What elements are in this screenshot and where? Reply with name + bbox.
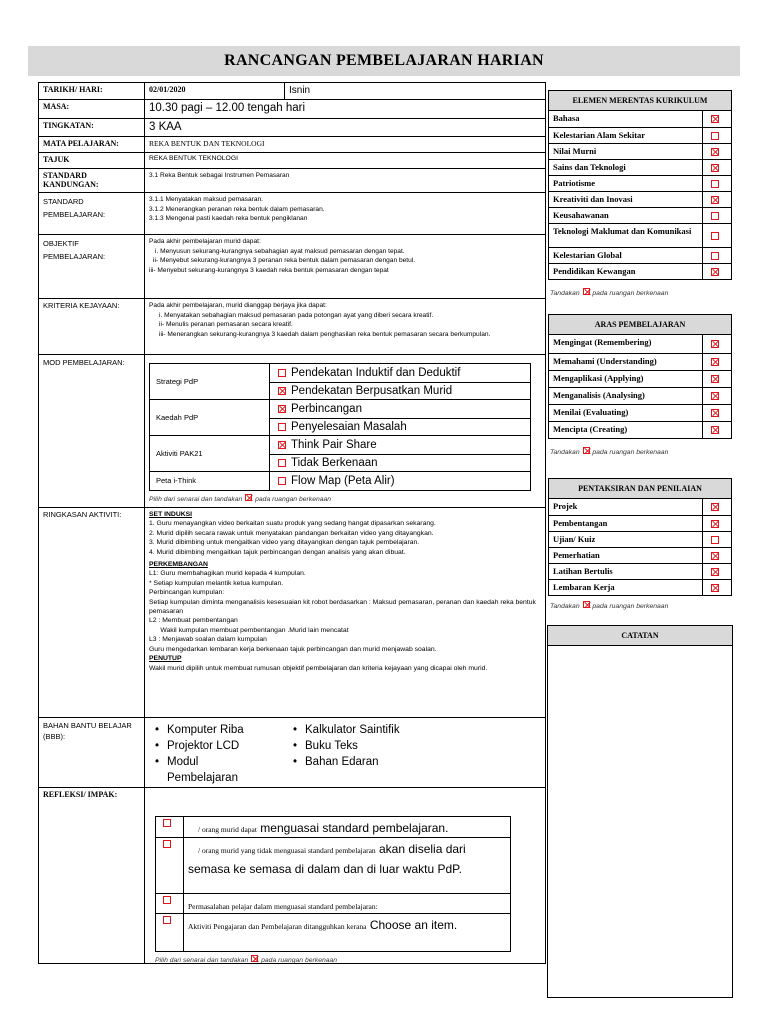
checkbox-unchecked-icon[interactable] bbox=[278, 369, 286, 377]
checkbox-checked-icon[interactable] bbox=[711, 196, 719, 204]
item-label: Kelestarian Alam Sekitar bbox=[549, 128, 703, 143]
item-label: Nilai Murni bbox=[549, 144, 703, 159]
mod-group-label: Kaedah PdP bbox=[150, 400, 270, 435]
refl-small: Permasalahan pelajar dalam menguasai standard pembelajaran: bbox=[188, 902, 378, 911]
pilih-note bbox=[145, 493, 545, 504]
tajuk-value[interactable]: REKA BENTUK TEKNOLOGI bbox=[149, 155, 239, 162]
bbb-list[interactable] bbox=[145, 718, 443, 787]
checkbox-checked-icon bbox=[583, 288, 590, 295]
checkbox-unchecked-icon[interactable] bbox=[711, 536, 719, 544]
kk-line: i. Menyatakan sebahagian maksud pemasaran pada potongan ayat yang diberi secara kreatif. bbox=[159, 311, 434, 319]
mod-option-label: Tidak Berkenaan bbox=[291, 456, 378, 469]
tarikh-row bbox=[39, 83, 545, 99]
mod-group-label: Peta i-Think bbox=[150, 472, 270, 490]
checkbox-checked-icon[interactable] bbox=[711, 409, 719, 417]
checkbox-unchecked-icon[interactable] bbox=[278, 477, 286, 485]
refl-item bbox=[156, 837, 510, 893]
rk-line: 4. Murid dibimbing mengaitkan tajuk perbincangan dengan analisis yang akan dibuat. bbox=[149, 548, 406, 556]
masa-label: MASA: bbox=[39, 100, 145, 118]
checkbox-checked-icon[interactable] bbox=[711, 164, 719, 172]
mata-value[interactable]: REKA BENTUK DAN TEKNOLOGI bbox=[149, 139, 265, 148]
bbb-item: • Projektor LCD bbox=[155, 738, 295, 754]
emk-item[interactable] bbox=[549, 127, 731, 143]
pent-item[interactable] bbox=[549, 563, 731, 579]
tandakan-text: Tandakan bbox=[550, 603, 580, 610]
bbb-item: • Modul Pembelajaran bbox=[155, 754, 245, 786]
checkbox-unchecked-icon[interactable] bbox=[163, 819, 171, 827]
aras-item[interactable] bbox=[549, 421, 731, 438]
emk-item[interactable] bbox=[549, 223, 731, 247]
lesson-plan-table bbox=[38, 82, 546, 964]
checkbox-unchecked-icon[interactable] bbox=[711, 252, 719, 260]
tandakan-text: Tandakan bbox=[550, 449, 580, 456]
rk-line: 1. Guru menayangkan video berkaitan suatu produk yang sedang hangat dipasarkan sekarang. bbox=[149, 520, 436, 528]
checkbox-checked-icon bbox=[251, 955, 258, 962]
obj-intro: Pada akhir pembelajaran murid dapat: bbox=[149, 238, 261, 245]
kk-row bbox=[39, 298, 545, 354]
mod-option-label: Pendekatan Berpusatkan Murid bbox=[291, 384, 453, 397]
checkbox-unchecked-icon[interactable] bbox=[163, 840, 171, 848]
pent-item[interactable] bbox=[549, 531, 731, 547]
tingkatan-row bbox=[39, 118, 545, 136]
pent-item[interactable] bbox=[549, 499, 731, 515]
rk-line: * Setiap kumpulan melantik ketua kumpulan. bbox=[149, 579, 284, 587]
pilih-note-text: Pilih dari senarai dan tandakan bbox=[155, 957, 249, 964]
emk-item[interactable] bbox=[549, 159, 731, 175]
checkbox-checked-icon[interactable] bbox=[711, 340, 719, 348]
pent-panel bbox=[548, 478, 732, 596]
sk-row bbox=[39, 168, 545, 192]
sk-label: STANDARD KANDUNGAN: bbox=[39, 169, 145, 192]
tarikh-label: TARIKH/ HARI: bbox=[39, 83, 145, 99]
rk-line: Guru mengedarkan lembaran kerja berkenaan tajuk perbincangan dan murid menjawab soalan. bbox=[149, 645, 437, 653]
refl-item bbox=[156, 817, 510, 837]
checkbox-unchecked-icon[interactable] bbox=[163, 916, 171, 924]
pent-item[interactable] bbox=[549, 579, 731, 595]
mod-option[interactable] bbox=[270, 454, 530, 472]
mod-option[interactable] bbox=[270, 472, 530, 490]
checkbox-unchecked-icon[interactable] bbox=[711, 212, 719, 220]
rk-line: L2 : Membuat pembentangan bbox=[149, 617, 238, 625]
item-label: Sains dan Teknologi bbox=[549, 160, 703, 175]
rk-line: 3. Murid dibimbing untuk mengaitkan video yang ditayangkan dengan tajuk pembelajaran. bbox=[149, 539, 420, 547]
emk-item[interactable] bbox=[549, 247, 731, 263]
item-label: Ujian/ Kuiz bbox=[549, 532, 703, 547]
bbb-column bbox=[155, 722, 295, 783]
rk-line: Wakil murid dipilih untuk membuat rumusan objektif pembelajaran dan kriteria kejayaan yang dicapai oleh murid. bbox=[149, 664, 488, 672]
mod-option[interactable] bbox=[270, 382, 530, 400]
mod-option-label: Flow Map (Peta Alir) bbox=[291, 474, 395, 487]
emk-item[interactable] bbox=[549, 207, 731, 223]
emk-title: ELEMEN MERENTAS KURIKULUM bbox=[549, 91, 731, 111]
mod-group-strategi bbox=[150, 364, 530, 399]
checkbox-checked-icon bbox=[583, 447, 590, 454]
mod-label: MOD PEMBELAJARAN: bbox=[39, 355, 145, 507]
checkbox-checked-icon[interactable] bbox=[711, 520, 719, 528]
tandakan-text: pada ruangan berkenaan bbox=[592, 290, 669, 297]
mod-option-label: Pendekatan Induktif dan Deduktif bbox=[291, 366, 461, 379]
rk-heading: PERKEMBANGAN bbox=[149, 561, 208, 569]
checkbox-checked-icon[interactable] bbox=[711, 115, 719, 123]
bbb-item: • Buku Teks bbox=[293, 738, 433, 754]
bbb-label: BAHAN BANTU BELAJAR (BBB): bbox=[39, 718, 145, 787]
emk-item[interactable] bbox=[549, 191, 731, 207]
rk-line: L1: Guru membahagikan murid kepada 4 kumpulan. bbox=[149, 570, 306, 578]
refl-item bbox=[156, 893, 510, 913]
tajuk-row bbox=[39, 152, 545, 168]
checkbox-checked-icon[interactable] bbox=[711, 503, 719, 511]
mod-group-label: Aktiviti PAK21 bbox=[150, 436, 270, 471]
item-label: Latihan Bertulis bbox=[549, 564, 703, 579]
pilih-note-text: Pilih dari senarai dan tandakan bbox=[149, 495, 243, 503]
checkbox-unchecked-icon[interactable] bbox=[278, 423, 286, 431]
checkbox-checked-icon[interactable] bbox=[711, 568, 719, 576]
rk-line: 2. Murid dipilih secara rawak untuk menyatakan pandangan berkaitan video yang ditayangkan. bbox=[149, 529, 434, 537]
checkbox-checked-icon[interactable] bbox=[711, 375, 719, 383]
pilih-note bbox=[145, 954, 545, 965]
mod-option[interactable] bbox=[270, 418, 530, 436]
item-label: Lembaran Kerja bbox=[549, 580, 703, 595]
sp-row bbox=[39, 192, 545, 234]
bbb-row bbox=[39, 717, 545, 787]
mata-label: MATA PELAJARAN: bbox=[39, 137, 145, 152]
item-label: Projek bbox=[549, 499, 703, 515]
mod-option[interactable] bbox=[270, 436, 530, 454]
rk-line: Perbincangan kumpulan: bbox=[149, 589, 225, 597]
aras-item[interactable] bbox=[549, 387, 731, 404]
mod-row bbox=[39, 354, 545, 507]
item-label: Menganalisis (Analysing) bbox=[549, 388, 703, 404]
item-label: Kelestarian Global bbox=[549, 248, 703, 263]
refl-table bbox=[155, 816, 511, 952]
sp-line: 3.1.2 Menerangkan peranan reka bentuk dalam pemasaran. bbox=[149, 205, 325, 213]
item-label: Keusahawanan bbox=[549, 208, 703, 223]
mod-table bbox=[149, 363, 531, 491]
aras-item[interactable] bbox=[549, 335, 731, 353]
aras-item[interactable] bbox=[549, 404, 731, 421]
mod-option-label: Perbincangan bbox=[291, 402, 362, 415]
tandakan-note bbox=[550, 288, 668, 297]
mata-row bbox=[39, 136, 545, 152]
item-label: Mengingat (Remembering) bbox=[549, 335, 703, 353]
sk-value[interactable]: 3.1 Reka Bentuk sebagai Instrumen Pemasaran bbox=[149, 172, 290, 179]
refl-big: akan diselia dari semasa ke semasa di dalam dan di luar waktu PdP. bbox=[188, 842, 466, 876]
tandakan-text: Tandakan bbox=[550, 290, 580, 297]
item-label: Pembentangan bbox=[549, 516, 703, 531]
item-label: Menilai (Evaluating) bbox=[549, 405, 703, 421]
tandakan-text: pada ruangan berkenaan bbox=[592, 603, 669, 610]
catatan-title: CATATAN bbox=[548, 626, 732, 646]
rk-value[interactable] bbox=[145, 508, 545, 717]
hari-value[interactable]: Isnin bbox=[289, 85, 311, 96]
tandakan-text: pada ruangan berkenaan bbox=[592, 449, 669, 456]
rk-row bbox=[39, 507, 545, 717]
obj-line: ii- Menyebut sekurang-kurangnya 3 peranan reka bentuk dalam pemasaran dengan betul. bbox=[153, 257, 416, 265]
mod-group-label: Strategi PdP bbox=[150, 364, 270, 399]
emk-item[interactable] bbox=[549, 175, 731, 191]
pilih-note-text: pada ruangan berkenaan bbox=[255, 495, 332, 503]
refl-small: Aktiviti Pengajaran dan Pembelajaran ditangguhkan kerana bbox=[188, 922, 367, 931]
pilih-note-text: pada ruangan berkenaan bbox=[261, 957, 338, 964]
refl-small: / orang murid yang tidak menguasai standard pembelajaran bbox=[198, 846, 376, 855]
pent-title: PENTAKSIRAN DAN PENILAIAN bbox=[549, 479, 731, 499]
obj-line: iii- Menyebut sekurang-kurangnya 3 kaedah reka bentuk pemasaran dengan tepat bbox=[149, 266, 389, 274]
checkbox-checked-icon[interactable] bbox=[711, 268, 719, 276]
sp-value[interactable] bbox=[145, 193, 545, 234]
checkbox-checked-icon bbox=[245, 494, 252, 501]
sp-line: 3.1.3 Mengenal pasti kaedah reka bentuk pengiklanan bbox=[149, 215, 308, 223]
mod-group-kaedah bbox=[150, 399, 530, 435]
mod-option-label: Think Pair Share bbox=[291, 438, 377, 451]
aras-title: ARAS PEMBELAJARAN bbox=[549, 315, 731, 335]
emk-panel bbox=[548, 90, 732, 280]
kk-label: KRITERIA KEJAYAAN: bbox=[39, 299, 145, 354]
rk-heading: PENUTUP bbox=[149, 655, 182, 663]
sp-line: 3.1.1 Menyatakan maksud pemasaran. bbox=[149, 196, 263, 203]
kk-value[interactable] bbox=[145, 299, 545, 354]
kk-line: iii- Menerangkan sekurang-kurangnya 3 kaedah dalam penghasilan reka bentuk pemasaran secara berkumpulan. bbox=[159, 330, 491, 338]
item-label: Bahasa bbox=[549, 111, 703, 127]
item-label: Kreativiti dan Inovasi bbox=[549, 192, 703, 207]
catatan-panel[interactable] bbox=[547, 625, 733, 998]
tingkatan-label: TINGKATAN: bbox=[39, 119, 145, 136]
aras-item[interactable] bbox=[549, 353, 731, 370]
checkbox-checked-icon[interactable] bbox=[711, 552, 719, 560]
obj-value[interactable] bbox=[145, 235, 545, 298]
tajuk-label: TAJUK bbox=[39, 153, 145, 168]
bbb-column bbox=[293, 722, 433, 783]
rk-heading: SET INDUKSI bbox=[149, 511, 193, 518]
item-label: Teknologi Maklumat dan Komunikasi bbox=[549, 224, 703, 247]
mod-option[interactable] bbox=[270, 400, 530, 418]
page-title: RANCANGAN PEMBELAJARAN HARIAN bbox=[28, 46, 740, 76]
emk-item[interactable] bbox=[549, 263, 731, 279]
pent-item[interactable] bbox=[549, 547, 731, 563]
mod-group-ithink bbox=[150, 471, 530, 490]
emk-item[interactable] bbox=[549, 143, 731, 159]
checkbox-checked-icon[interactable] bbox=[711, 584, 719, 592]
tandakan-note bbox=[550, 447, 668, 456]
checkbox-checked-icon[interactable] bbox=[711, 392, 719, 400]
item-label: Memahami (Understanding) bbox=[549, 354, 703, 370]
kk-line: ii- Menulis peranan pemasaran secara kreatif. bbox=[159, 321, 293, 329]
bbb-item: • Bahan Edaran bbox=[293, 754, 433, 770]
checkbox-unchecked-icon[interactable] bbox=[711, 232, 719, 240]
item-label: Mengaplikasi (Applying) bbox=[549, 371, 703, 387]
tarikh-value[interactable]: 02/01/2020 bbox=[145, 83, 285, 99]
item-label: Pendidikan Kewangan bbox=[549, 264, 703, 279]
rk-line: Setiap kumpulan diminta menganalisis kesesuaian kit robot berdasarkan : Maksud pemasaran, peranan dan kaedah reka bentuk pemasaran bbox=[149, 598, 536, 616]
refl-big: menguasai standard pembelajaran. bbox=[260, 821, 449, 835]
refl-label: REFLEKSI/ IMPAK: bbox=[39, 788, 145, 963]
checkbox-checked-icon[interactable] bbox=[711, 426, 719, 434]
masa-value[interactable]: 10.30 pagi – 12.00 tengah hari bbox=[149, 102, 306, 114]
checkbox-unchecked-icon[interactable] bbox=[711, 180, 719, 188]
refl-big[interactable]: Choose an item. bbox=[369, 918, 458, 932]
item-label: Mencipta (Creating) bbox=[549, 422, 703, 438]
kk-intro: Pada akhir pembelajaran, murid dianggap berjaya jika dapat: bbox=[149, 302, 327, 309]
tingkatan-value[interactable]: 3 KAA bbox=[149, 121, 182, 133]
checkbox-unchecked-icon[interactable] bbox=[278, 459, 286, 467]
rk-label: RINGKASAN AKTIVITI: bbox=[39, 508, 145, 717]
rk-line: Wakil kumpulan membuat pembentangan .Murid lain mencatat bbox=[149, 626, 349, 634]
bbb-item: • Komputer Riba bbox=[155, 722, 295, 738]
pent-item[interactable] bbox=[549, 515, 731, 531]
tandakan-note bbox=[550, 601, 668, 610]
item-label: Patriotisme bbox=[549, 176, 703, 191]
obj-label: OBJEKTIF PEMBELAJARAN: bbox=[39, 235, 145, 298]
emk-item[interactable] bbox=[549, 111, 731, 127]
aras-item[interactable] bbox=[549, 370, 731, 387]
mod-option[interactable] bbox=[270, 364, 530, 382]
rk-line: L3 : Menjawab soalan dalam kumpulan bbox=[149, 636, 267, 644]
refl-row bbox=[39, 787, 545, 963]
item-label: Pemerhatian bbox=[549, 548, 703, 563]
checkbox-checked-icon[interactable] bbox=[278, 441, 286, 449]
sp-label: STANDARD PEMBELAJARAN: bbox=[39, 193, 145, 234]
checkbox-checked-icon bbox=[583, 601, 590, 608]
checkbox-unchecked-icon[interactable] bbox=[711, 132, 719, 140]
checkbox-checked-icon[interactable] bbox=[278, 405, 286, 413]
mod-group-pak21 bbox=[150, 435, 530, 471]
checkbox-checked-icon[interactable] bbox=[711, 358, 719, 366]
obj-line: i. Menyusun sekurang-kurangnya sebahagian ayat maksud pemasaran dengan tepat. bbox=[155, 247, 405, 255]
refl-item bbox=[156, 913, 510, 951]
masa-row bbox=[39, 99, 545, 118]
checkbox-checked-icon[interactable] bbox=[278, 387, 286, 395]
aras-panel bbox=[548, 314, 732, 439]
bbb-item: • Kalkulator Saintifik bbox=[293, 722, 433, 738]
mod-option-label: Penyelesaian Masalah bbox=[291, 420, 407, 433]
checkbox-checked-icon[interactable] bbox=[711, 148, 719, 156]
checkbox-unchecked-icon[interactable] bbox=[163, 896, 171, 904]
refl-small: / orang murid dapat bbox=[198, 825, 257, 834]
obj-row bbox=[39, 234, 545, 298]
